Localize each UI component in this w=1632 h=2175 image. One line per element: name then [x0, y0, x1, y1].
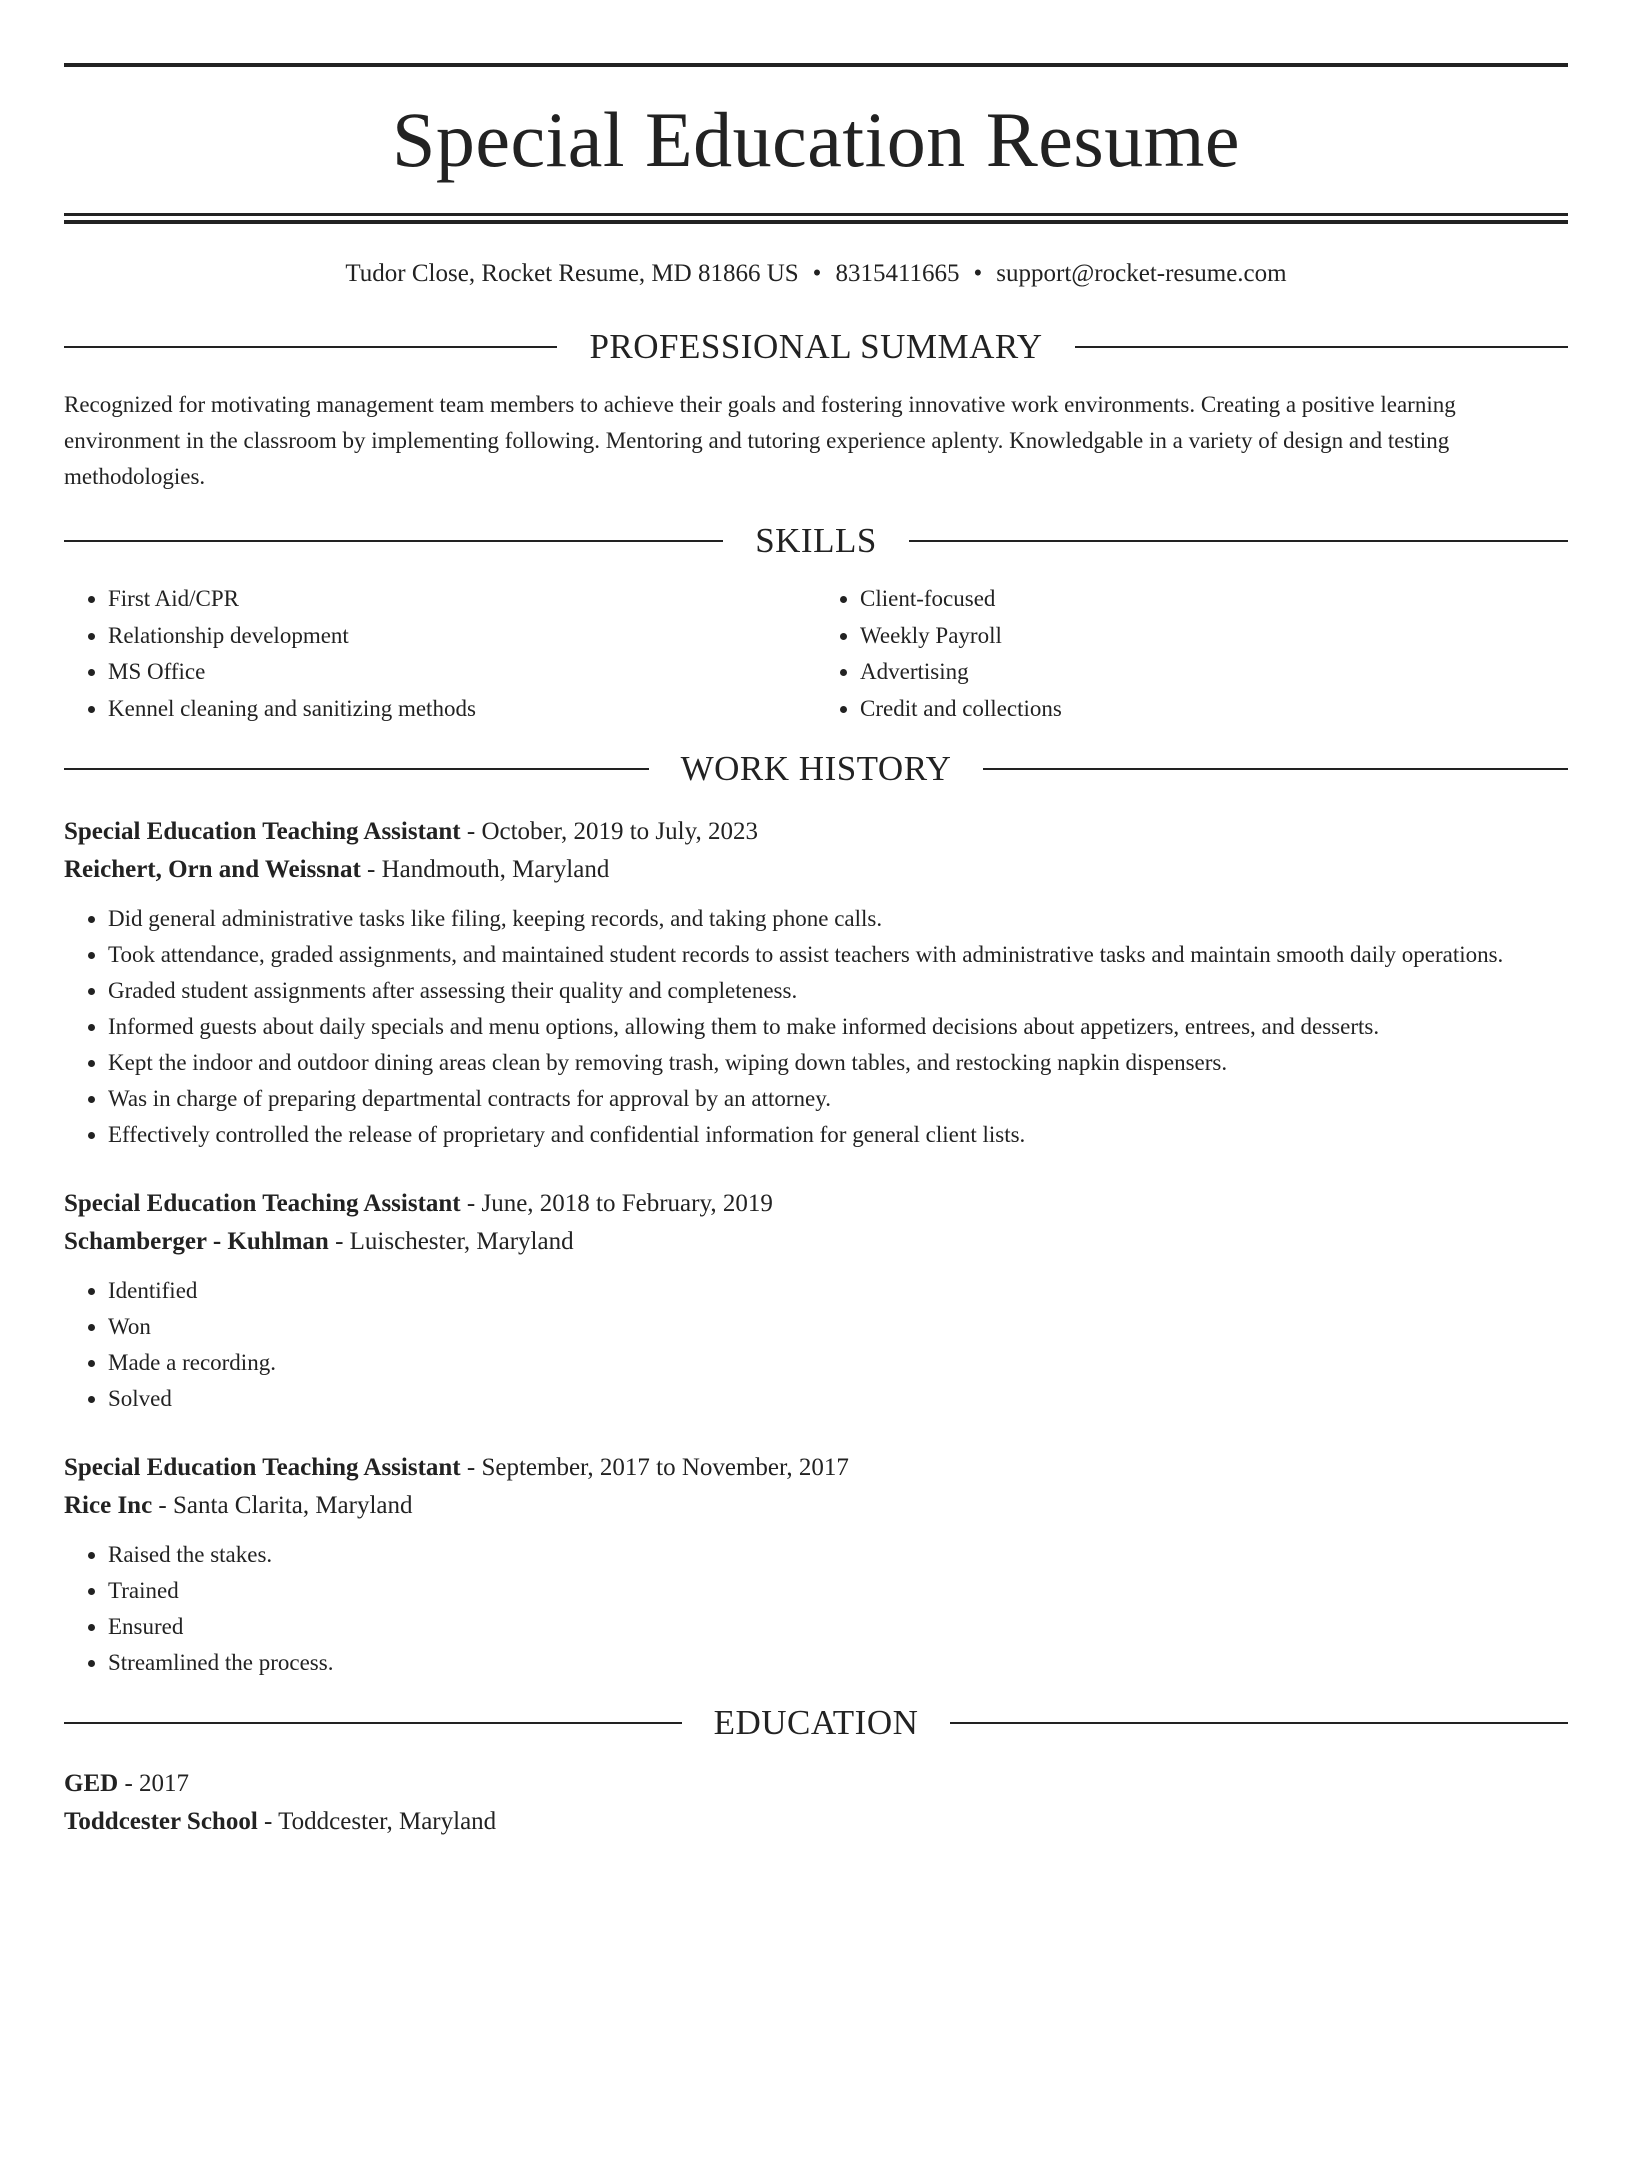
section-rule: [950, 1722, 1568, 1724]
job-bullet: • Did general administrative tasks like filing, keeping records, and taking phone calls.: [108, 901, 1568, 937]
job-company-line: [64, 1487, 1568, 1525]
job-title-line: [64, 1185, 1568, 1223]
section-rule: [64, 346, 557, 348]
resume-page: [0, 63, 1632, 2175]
education-location: - Toddcester, Maryland: [257, 1808, 497, 1835]
job-company: Reichert, Orn and Weissnat: [64, 856, 361, 883]
education-degree: GED: [64, 1770, 119, 1797]
job-title: Special Education Teaching Assistant: [64, 1190, 461, 1217]
job-bullet: • Streamlined the process.: [108, 1645, 1568, 1681]
job-company-line: [64, 851, 1568, 889]
education-school: Toddcester School: [64, 1808, 258, 1835]
contact-separator: •: [812, 260, 822, 287]
contact-phone: 8315411665: [835, 260, 960, 287]
education-section-header: [64, 1701, 1568, 1745]
job-title-line: [64, 1449, 1568, 1487]
summary-section-header: [64, 325, 1568, 369]
job-location: - Handmouth, Maryland: [360, 856, 610, 883]
job-bullet: • Informed guests about daily specials and menu options, allowing them to make informed decisions about appetizers, entrees, and desserts.: [108, 1009, 1568, 1045]
job-entry: [64, 1449, 1568, 1681]
section-rule: [1075, 346, 1568, 348]
job-company: Rice Inc: [64, 1492, 153, 1519]
education-heading: EDUCATION: [713, 1703, 919, 1742]
skills-heading: SKILLS: [755, 521, 877, 560]
contact-line: [64, 258, 1568, 290]
job-bullets: [64, 1273, 1568, 1417]
section-rule: [64, 540, 723, 542]
section-rule: [64, 768, 649, 770]
education-school-line: [64, 1803, 1568, 1841]
education-entry: [64, 1765, 1568, 1841]
skills-list: [64, 581, 1568, 727]
job-bullet: • Kept the indoor and outdoor dining areas clean by removing trash, wiping down tables, and restocking napkin dispensers.: [108, 1045, 1568, 1081]
job-title: Special Education Teaching Assistant: [64, 818, 461, 845]
section-rule: [983, 768, 1568, 770]
skill-item: • Credit and collections: [860, 691, 1568, 728]
job-dates: - June, 2018 to February, 2019: [460, 1190, 773, 1217]
section-rule: [909, 540, 1568, 542]
job-dates: - October, 2019 to July, 2023: [460, 818, 758, 845]
contact-separator: •: [973, 260, 983, 287]
job-bullet: • Trained: [108, 1573, 1568, 1609]
skills-column-left: [64, 581, 816, 727]
job-title-line: [64, 813, 1568, 851]
job-location: - Luischester, Maryland: [328, 1228, 574, 1255]
job-entry: [64, 813, 1568, 1153]
skill-item: • MS Office: [108, 654, 816, 691]
job-bullet: • Ensured: [108, 1609, 1568, 1645]
job-entry: [64, 1185, 1568, 1417]
skill-item: • Advertising: [860, 654, 1568, 691]
skill-item: • Relationship development: [108, 618, 816, 655]
job-bullet: • Won: [108, 1309, 1568, 1345]
contact-address: Tudor Close, Rocket Resume, MD 81866 US: [345, 260, 799, 287]
job-bullets: [64, 1537, 1568, 1681]
contact-email: support@rocket-resume.com: [996, 260, 1287, 287]
skill-item: • First Aid/CPR: [108, 581, 816, 618]
job-bullet: • Was in charge of preparing departmental contracts for approval by an attorney.: [108, 1081, 1568, 1117]
job-bullet: • Graded student assignments after assessing their quality and completeness.: [108, 973, 1568, 1009]
job-bullet: • Effectively controlled the release of proprietary and confidential information for general client lists.: [108, 1117, 1568, 1153]
job-bullets: [64, 901, 1568, 1153]
summary-heading: PROFESSIONAL SUMMARY: [589, 327, 1043, 366]
section-rule: [64, 1722, 682, 1724]
job-bullet: • Made a recording.: [108, 1345, 1568, 1381]
skills-column-right: [816, 581, 1568, 727]
job-title: Special Education Teaching Assistant: [64, 1454, 461, 1481]
resume-title: Special Education Resume: [391, 96, 1241, 183]
title-double-rule: [64, 213, 1568, 224]
skill-item: • Weekly Payroll: [860, 618, 1568, 655]
job-company-line: [64, 1223, 1568, 1261]
skill-item: • Kennel cleaning and sanitizing methods: [108, 691, 816, 728]
education-degree-line: [64, 1765, 1568, 1803]
job-bullet: • Raised the stakes.: [108, 1537, 1568, 1573]
job-bullet: • Took attendance, graded assignments, and maintained student records to assist teachers with administrative tasks and maintain smooth daily operations.: [108, 937, 1568, 973]
job-bullet: • Identified: [108, 1273, 1568, 1309]
skill-item: • Client-focused: [860, 581, 1568, 618]
summary-text: Recognized for motivating management team members to achieve their goals and fostering innovative work environments. Creating a positive learning environment in the classroom by implementing following. Mentoring and tutoring experience aplenty. Knowledgable in a variety of design and testing methodologies.: [64, 392, 1456, 489]
job-company: Schamberger - Kuhlman: [64, 1228, 329, 1255]
job-location: - Santa Clarita, Maryland: [152, 1492, 413, 1519]
skills-section-header: [64, 519, 1568, 563]
job-dates: - September, 2017 to November, 2017: [460, 1454, 849, 1481]
education-year: - 2017: [118, 1770, 190, 1797]
work-heading: WORK HISTORY: [680, 749, 952, 788]
job-bullet: • Solved: [108, 1381, 1568, 1417]
work-section-header: [64, 747, 1568, 791]
